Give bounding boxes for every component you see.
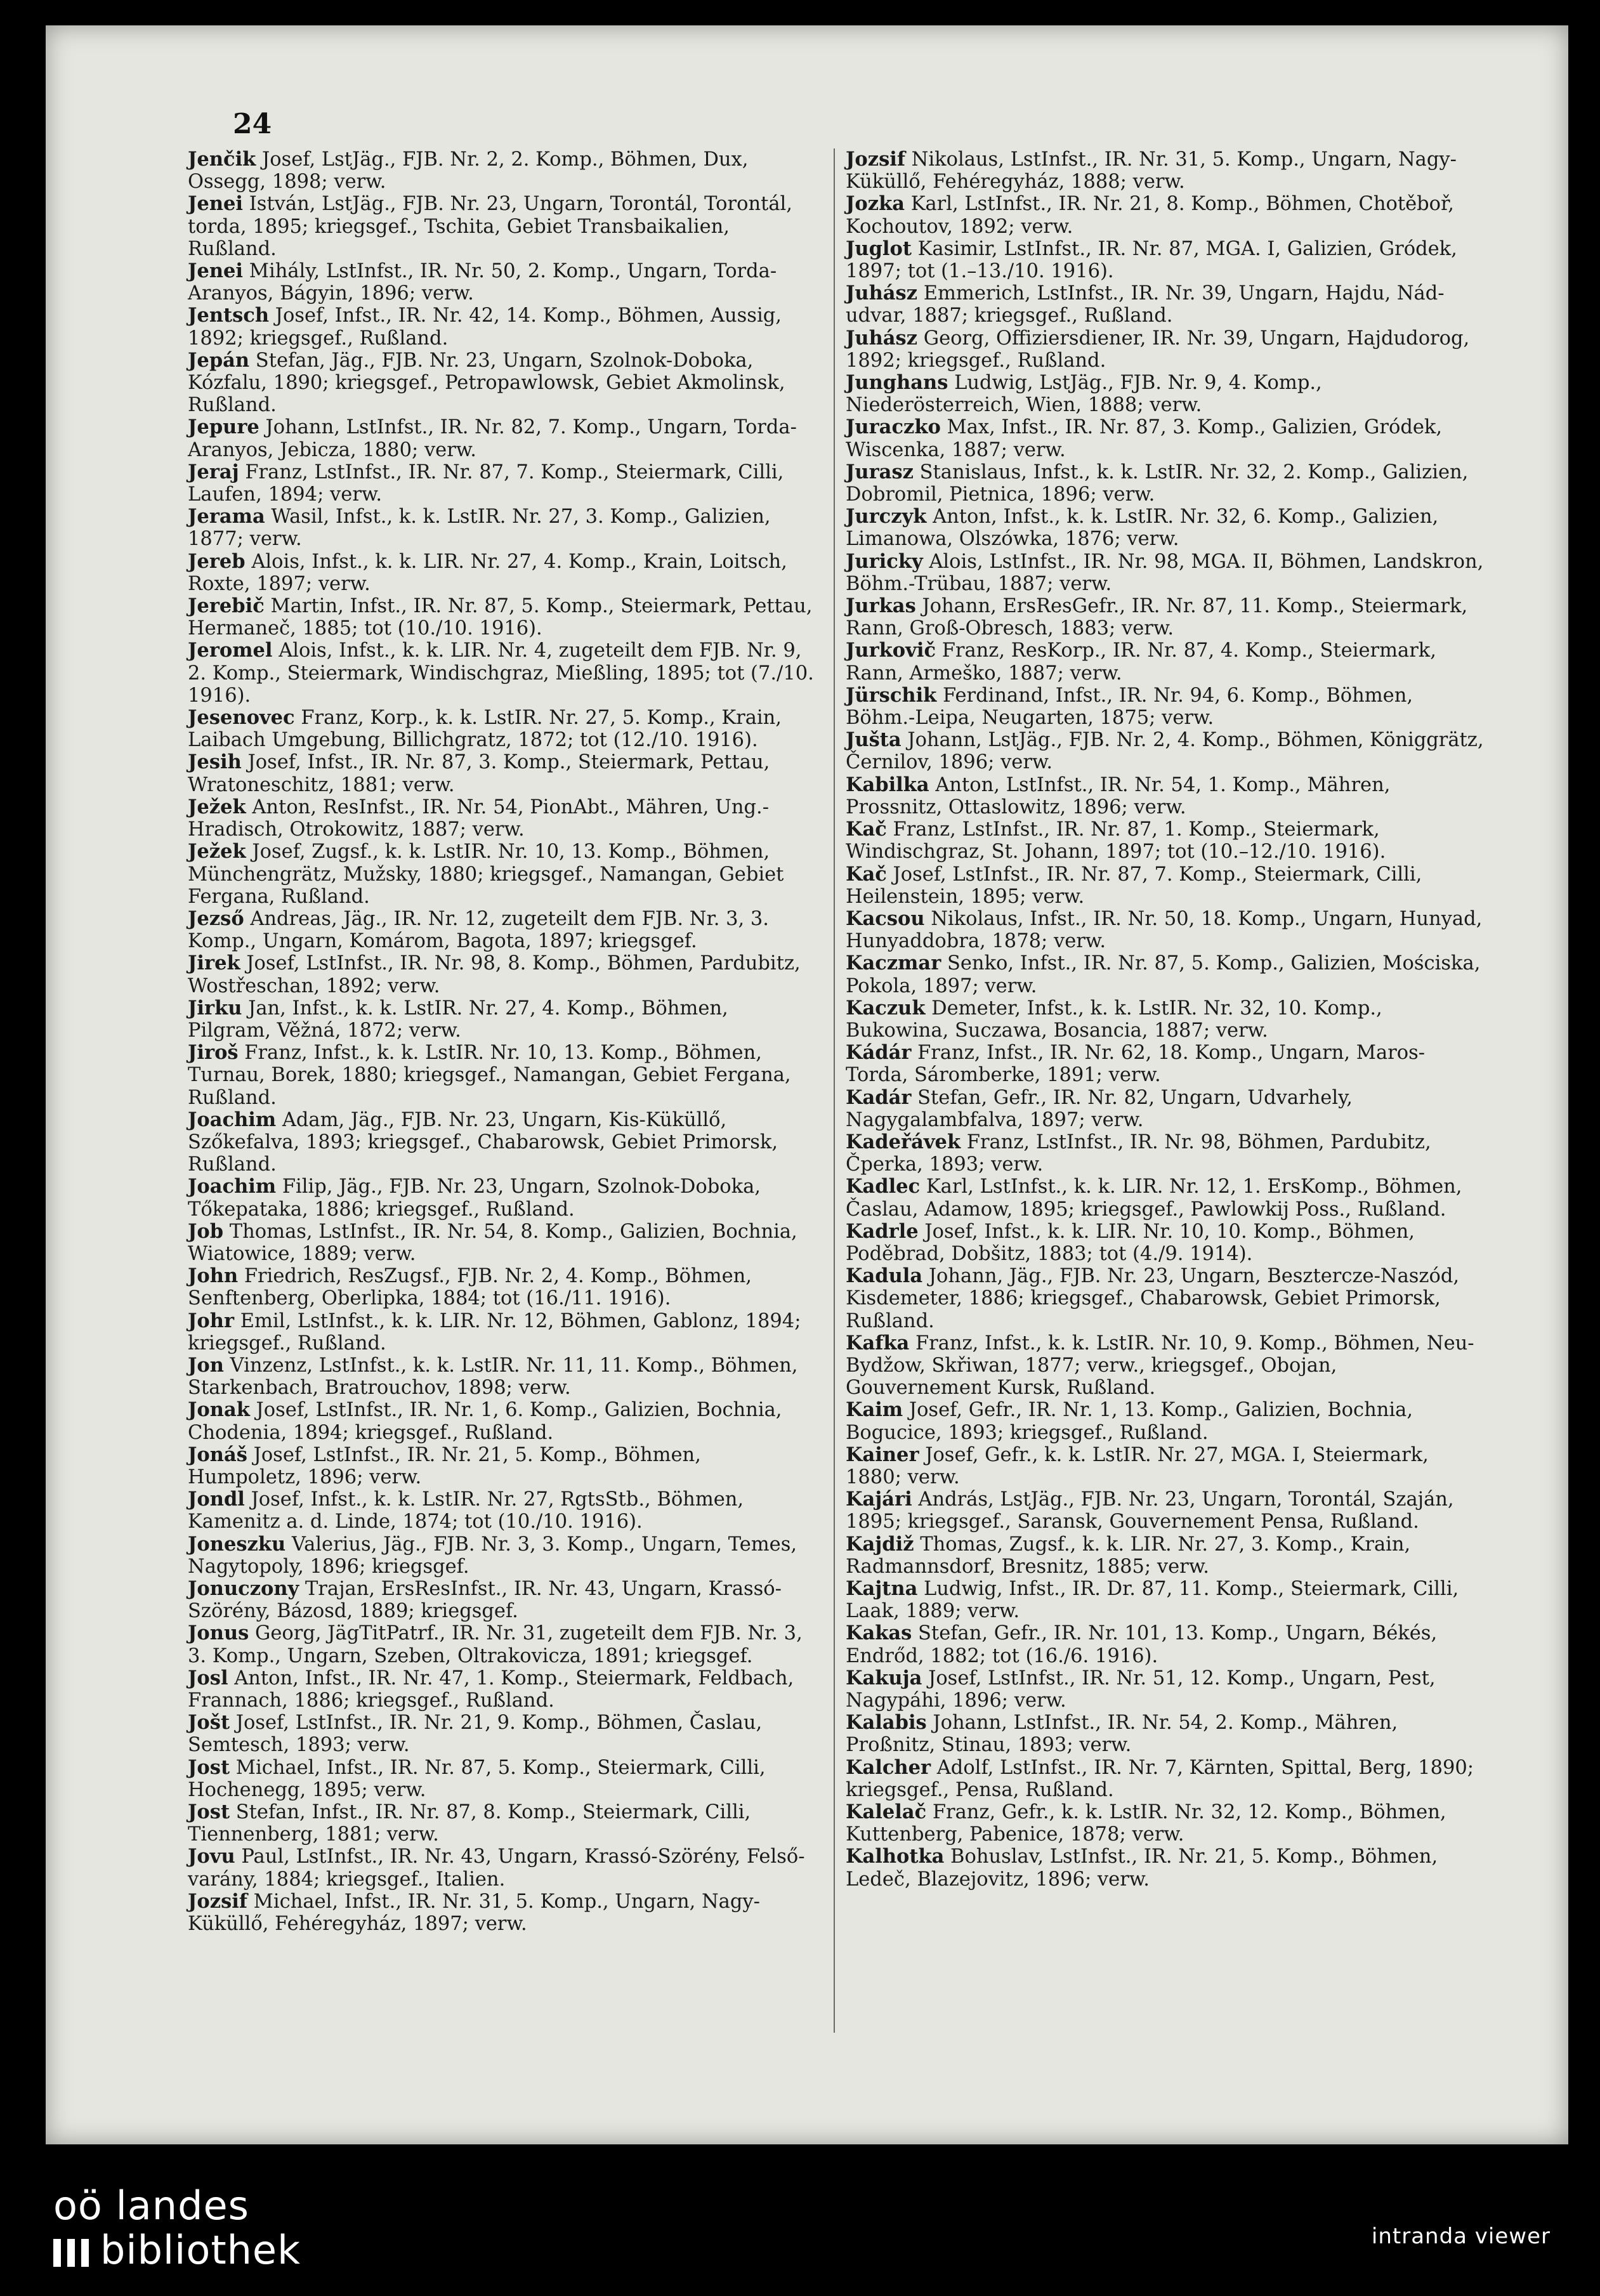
entry-details: Karl, LstInfst., IR. Nr. 21, 8. Komp., Böhmen, Chotěboř, Kochoutov, 1892; verw. bbox=[846, 193, 1454, 238]
register-entry bbox=[188, 1891, 816, 1935]
register-entry bbox=[188, 1712, 816, 1756]
register-entry bbox=[188, 551, 816, 595]
entry-details: Alois, Infst., k. k. LIR. Nr. 4, zugeteilt dem FJB. Nr. 9, 2. Komp., Steiermark, Windischgraz, Mießling, 1895; tot (7./10. 1916). bbox=[188, 640, 814, 707]
entry-surname: Kadula bbox=[846, 1264, 923, 1288]
entry-details: Wasil, Infst., k. k. LstIR. Nr. 27, 3. Komp., Galizien, 1877; verw. bbox=[188, 506, 771, 551]
entry-surname: Kač bbox=[846, 862, 887, 886]
entry-details: Josef, Infst., IR. Nr. 87, 3. Komp., Steiermark, Pettau, Wratoneschitz, 1881; verw. bbox=[188, 751, 770, 796]
entry-details: Josef, LstInfst., IR. Nr. 51, 12. Komp., Ungarn, Pest, Nagypáhi, 1896; verw. bbox=[846, 1667, 1436, 1712]
entry-surname: Jenei bbox=[188, 192, 244, 216]
register-entry bbox=[188, 193, 816, 260]
entry-surname: Juricky bbox=[846, 549, 923, 573]
entry-details: Anton, Infst., k. k. LstIR. Nr. 32, 6. Komp., Galizien, Limanowa, Olszówka, 1876; verw. bbox=[846, 506, 1439, 551]
entry-surname: Kakas bbox=[846, 1622, 912, 1645]
entry-details: Franz, LstInfst., IR. Nr. 87, 1. Komp., Steiermark, Windischgraz, St. Johann, 1897; tot (10.–12./10. 1916). bbox=[846, 818, 1386, 863]
entry-surname: Jonáš bbox=[188, 1443, 247, 1466]
entry-surname: Ježek bbox=[188, 840, 246, 863]
entry-surname: Kadeřávek bbox=[846, 1130, 961, 1153]
entry-details: Franz, LstInfst., IR. Nr. 87, 7. Komp., Steiermark, Cilli, Laufen, 1894; verw. bbox=[188, 461, 784, 506]
entry-details: Paul, LstInfst., IR. Nr. 43, Ungarn, Krassó-Szörény, Felső-varány, 1884; kriegsgef., Italien. bbox=[188, 1846, 805, 1891]
entry-details: Vinzenz, LstInfst., k. k. LstIR. Nr. 11, 11. Komp., Böhmen, Starkenbach, Bratrouchov, 1898; verw. bbox=[188, 1354, 798, 1400]
entry-surname: Kaim bbox=[846, 1398, 903, 1422]
entry-details: Josef, Gefr., k. k. LstIR. Nr. 27, MGA. I, Steiermark, 1880; verw. bbox=[846, 1443, 1429, 1488]
register-entry bbox=[846, 1176, 1486, 1220]
register-entry bbox=[846, 506, 1486, 550]
entry-details: Josef, LstInfst., IR. Nr. 21, 5. Komp., Böhmen, Humpoletz, 1896; verw. bbox=[188, 1443, 701, 1488]
register-entry bbox=[846, 729, 1486, 773]
entry-surname: Jepure bbox=[188, 416, 259, 439]
register-entry bbox=[188, 1310, 816, 1355]
left-column bbox=[188, 148, 816, 1935]
register-entry bbox=[188, 148, 816, 193]
entry-surname: Juraczko bbox=[846, 416, 941, 439]
entry-surname: Jurkovič bbox=[846, 639, 936, 662]
entry-details: Josef, Gefr., IR. Nr. 1, 13. Komp., Galizien, Bochnia, Bogucice, 1893; kriegsgef., Rußland. bbox=[846, 1399, 1413, 1444]
entry-surname: Jošt bbox=[188, 1711, 230, 1735]
register-entry bbox=[846, 818, 1486, 863]
entry-details: Johann, LstJäg., FJB. Nr. 2, 4. Komp., Böhmen, Königgrätz, Černilov, 1896; verw. bbox=[846, 729, 1484, 774]
register-entry bbox=[188, 1176, 816, 1220]
entry-surname: Josl bbox=[188, 1666, 228, 1689]
entry-details: Franz, Infst., IR. Nr. 62, 18. Komp., Ungarn, Maros-Torda, Sáromberke, 1891; verw. bbox=[846, 1042, 1426, 1087]
entry-surname: Jeromel bbox=[188, 639, 273, 662]
entry-surname: Jiroš bbox=[188, 1041, 239, 1065]
entry-details: Franz, LstInfst., IR. Nr. 98, Böhmen, Pardubitz, Čperka, 1893; verw. bbox=[846, 1131, 1431, 1176]
register-entry bbox=[846, 1332, 1486, 1400]
entry-surname: Kakuja bbox=[846, 1666, 922, 1689]
entry-details: Mihály, LstInfst., IR. Nr. 50, 2. Komp., Ungarn, Torda-Aranyos, Bágyin, 1896; verw. bbox=[188, 260, 777, 305]
entry-details: Josef, LstInfst., IR. Nr. 87, 7. Komp., Steiermark, Cilli, Heilenstein, 1895; verw. bbox=[846, 863, 1422, 908]
entry-surname: Jeraj bbox=[188, 460, 239, 483]
register-entry bbox=[846, 1846, 1486, 1890]
entry-details: Stefan, Jäg., FJB. Nr. 23, Ungarn, Szolnok-Doboka, Kózfalu, 1890; kriegsgef., Petropawlowsk, Gebiet Akmolinsk, Rußland. bbox=[188, 349, 785, 417]
entry-surname: Jurasz bbox=[846, 460, 914, 483]
entry-details: Stefan, Gefr., IR. Nr. 82, Ungarn, Udvarhely, Nagygalambfalva, 1897; verw. bbox=[846, 1086, 1353, 1131]
entry-surname: Kadrle bbox=[846, 1219, 919, 1243]
entry-surname: Kádár bbox=[846, 1041, 912, 1065]
entry-surname: Jezső bbox=[188, 907, 244, 930]
logo-bars-icon bbox=[53, 2239, 94, 2267]
register-entry bbox=[188, 1846, 816, 1890]
register-entry bbox=[846, 1533, 1486, 1578]
entry-details: Josef, LstJäg., FJB. Nr. 2, 2. Komp., Böhmen, Dux, Ossegg, 1898; verw. bbox=[188, 148, 749, 194]
entry-surname: Jürschik bbox=[846, 683, 937, 707]
register-entry bbox=[846, 1578, 1486, 1622]
entry-surname: Jozsif bbox=[188, 1889, 247, 1913]
entry-details: Senko, Infst., IR. Nr. 87, 5. Komp., Galizien, Mościska, Pokola, 1897; verw. bbox=[846, 952, 1481, 997]
entry-details: Ludwig, Infst., IR. Dr. 87, 11. Komp., Steiermark, Cilli, Laak, 1889; verw. bbox=[846, 1578, 1459, 1623]
register-entry bbox=[846, 1265, 1486, 1332]
register-entry bbox=[846, 863, 1486, 908]
entry-details: Adam, Jäg., FJB. Nr. 23, Ungarn, Kis-Küküllő, Szőkefalva, 1893; kriegsgef., Chabarowsk, Gebiet Primorsk, Rußland. bbox=[188, 1108, 778, 1176]
entry-details: Thomas, LstInfst., IR. Nr. 54, 8. Komp., Galizien, Bochnia, Wiatowice, 1889; verw. bbox=[188, 1220, 797, 1265]
entry-details: Anton, ResInfst., IR. Nr. 54, PionAbt., Mähren, Ung.-Hradisch, Otrokowitz, 1887; verw. bbox=[188, 796, 770, 841]
entry-details: Franz, Korp., k. k. LstIR. Nr. 27, 5. Komp., Krain, Laibach Umgebung, Billichgratz, 1872; tot (12./10. 1916). bbox=[188, 707, 782, 752]
entry-details: Johann, ErsResGefr., IR. Nr. 87, 11. Komp., Steiermark, Rann, Groß-Obresch, 1883; verw. bbox=[846, 595, 1468, 640]
entry-details: Alois, Infst., k. k. LIR. Nr. 27, 4. Komp., Krain, Loitsch, Roxte, 1897; verw. bbox=[188, 550, 787, 595]
entry-details: Nikolaus, Infst., IR. Nr. 50, 18. Komp., Ungarn, Hunyad, Hunyaddobra, 1878; verw. bbox=[846, 907, 1483, 953]
entry-details: Georg, JägTitPatrf., IR. Nr. 31, zugeteilt dem FJB. Nr. 3, 3. Komp., Ungarn, Szeben, Oltrakovicza, 1891; kriegsgef. bbox=[188, 1622, 803, 1667]
entry-surname: Kaczuk bbox=[846, 996, 926, 1020]
entry-surname: Jurkas bbox=[846, 594, 916, 618]
entry-details: Franz, Gefr., k. k. LstIR. Nr. 32, 12. Komp., Böhmen, Kuttenberg, Pabenice, 1878; verw. bbox=[846, 1801, 1446, 1846]
entry-surname: Joachim bbox=[188, 1175, 277, 1198]
entry-surname: Jonak bbox=[188, 1398, 250, 1422]
register-entry bbox=[188, 1801, 816, 1846]
entry-details: Stanislaus, Infst., k. k. LstIR. Nr. 32, 2. Komp., Galizien, Dobromil, Pietnica, 1896; verw. bbox=[846, 461, 1469, 506]
entry-surname: Kaczmar bbox=[846, 952, 941, 975]
entry-details: Trajan, ErsResInfst., IR. Nr. 43, Ungarn, Krassó-Szörény, Bázosd, 1889; kriegsgef. bbox=[188, 1578, 782, 1623]
entry-surname: Jost bbox=[188, 1801, 230, 1824]
entry-surname: Ježek bbox=[188, 795, 246, 818]
logo-line2: bibliothek bbox=[100, 2227, 301, 2273]
entry-surname: Jonus bbox=[188, 1622, 249, 1645]
entry-surname: Juhász bbox=[846, 282, 918, 305]
register-entry bbox=[846, 1042, 1486, 1086]
column-divider bbox=[834, 148, 835, 2033]
entry-surname: Kadlec bbox=[846, 1175, 921, 1198]
register-entry bbox=[846, 1622, 1486, 1667]
entry-surname: Jurczyk bbox=[846, 505, 927, 528]
entry-details: Ferdinand, Infst., IR. Nr. 94, 6. Komp., Böhmen, Böhm.-Leipa, Neugarten, 1875; verw. bbox=[846, 684, 1413, 730]
entry-surname: Jirku bbox=[188, 996, 242, 1020]
register-entry bbox=[188, 1109, 816, 1176]
entry-surname: Joneszku bbox=[188, 1532, 286, 1556]
register-entry bbox=[188, 1757, 816, 1801]
entry-surname: Jovu bbox=[188, 1845, 235, 1868]
register-entry bbox=[846, 1221, 1486, 1265]
entry-surname: Jirek bbox=[188, 952, 240, 975]
register-entry bbox=[188, 1622, 816, 1667]
register-entry bbox=[846, 1087, 1486, 1131]
entry-surname: Jušta bbox=[846, 728, 902, 752]
entry-details: Friedrich, ResZugsf., FJB. Nr. 2, 4. Komp., Böhmen, Senftenberg, Oberlipka, 1884; tot (16./11. 1916). bbox=[188, 1265, 752, 1310]
entry-surname: Jenei bbox=[188, 259, 244, 283]
entry-details: Franz, Infst., k. k. LstIR. Nr. 10, 13. Komp., Böhmen, Turnau, Borek, 1880; kriegsgef., Namangan, Gebiet Fergana, Rußland. bbox=[188, 1042, 791, 1109]
register-entry bbox=[846, 1399, 1486, 1443]
entry-details: Michael, Infst., IR. Nr. 87, 5. Komp., Steiermark, Cilli, Hochenegg, 1895; verw. bbox=[188, 1756, 766, 1801]
entry-surname: Johr bbox=[188, 1309, 235, 1332]
entry-details: Josef, Zugsf., k. k. LstIR. Nr. 10, 13. Komp., Böhmen, Münchengrätz, Mužsky, 1880; kriegsgef., Namangan, Gebiet Fergana, Rußland. bbox=[188, 841, 784, 908]
entry-surname: Kadár bbox=[846, 1086, 912, 1109]
entry-details: Martin, Infst., IR. Nr. 87, 5. Komp., Steiermark, Pettau, Hermaneč, 1885; tot (10./10. 1916). bbox=[188, 595, 813, 640]
entry-details: Michael, Infst., IR. Nr. 31, 5. Komp., Ungarn, Nagy-Küküllő, Fehéregyház, 1897; verw. bbox=[188, 1890, 760, 1936]
entry-details: Filip, Jäg., FJB. Nr. 23, Ungarn, Szolnok-Doboka, Tőkepataka, 1886; kriegsgef., Rußland. bbox=[188, 1176, 761, 1221]
register-entry bbox=[188, 1444, 816, 1488]
register-entry bbox=[846, 461, 1486, 506]
logo-line1: oö landes bbox=[53, 2182, 249, 2229]
entry-details: Josef, Infst., IR. Nr. 42, 14. Komp., Böhmen, Aussig, 1892; kriegsgef., Rußland. bbox=[188, 305, 782, 350]
entry-details: Johann, LstInfst., IR. Nr. 54, 2. Komp., Mähren, Proßnitz, Stinau, 1893; verw. bbox=[846, 1712, 1398, 1757]
register-entry bbox=[846, 1757, 1486, 1801]
entry-details: Kasimir, LstInfst., IR. Nr. 87, MGA. I, Galizien, Gródek, 1897; tot (1.–13./10. 1916). bbox=[846, 237, 1457, 283]
right-column bbox=[846, 148, 1486, 1891]
entry-details: Josef, Infst., k. k. LstIR. Nr. 27, RgtsStb., Böhmen, Kamenitz a. d. Linde, 1874; tot (10./10. 1916). bbox=[188, 1488, 744, 1533]
register-entry bbox=[188, 841, 816, 908]
register-entry bbox=[846, 148, 1486, 193]
register-entry bbox=[846, 1131, 1486, 1176]
viewer-label[interactable]: intranda viewer bbox=[1371, 2224, 1551, 2249]
entry-details: Franz, ResKorp., IR. Nr. 87, 4. Komp., Steiermark, Rann, Armeško, 1887; verw. bbox=[846, 640, 1436, 685]
register-entry bbox=[846, 997, 1486, 1042]
entry-surname: John bbox=[188, 1264, 239, 1288]
entry-details: Stefan, Gefr., IR. Nr. 101, 13. Komp., Ungarn, Békés, Endrőd, 1882; tot (16./6. 1916). bbox=[846, 1622, 1438, 1667]
entry-surname: Jon bbox=[188, 1353, 224, 1377]
entry-surname: Jentsch bbox=[188, 304, 270, 327]
entry-surname: Jenčik bbox=[188, 148, 256, 171]
entry-details: Josef, LstInfst., IR. Nr. 1, 6. Komp., Galizien, Bochnia, Chodenia, 1894; kriegsgef., Rußland. bbox=[188, 1399, 782, 1444]
register-entry bbox=[846, 551, 1486, 595]
entry-details: Andreas, Jäg., IR. Nr. 12, zugeteilt dem FJB. Nr. 3, 3. Komp., Ungarn, Komárom, Bagota, 1897; kriegsgef. bbox=[188, 907, 769, 953]
register-entry bbox=[188, 1533, 816, 1578]
entry-details: Valerius, Jäg., FJB. Nr. 3, 3. Komp., Ungarn, Temes, Nagytopoly, 1896; kriegsgef. bbox=[188, 1533, 797, 1578]
entry-details: István, LstJäg., FJB. Nr. 23, Ungarn, Torontál, Torontál, torda, 1895; kriegsgef., Tschita, Gebiet Transbaikalien, Rußland. bbox=[188, 193, 792, 260]
entry-details: Anton, Infst., IR. Nr. 47, 1. Komp., Steiermark, Feldbach, Frannach, 1886; kriegsgef., Rußland. bbox=[188, 1667, 794, 1712]
entry-surname: Job bbox=[188, 1219, 224, 1243]
entry-surname: Kajári bbox=[846, 1488, 912, 1511]
register-entry bbox=[188, 1578, 816, 1622]
register-entry bbox=[188, 640, 816, 707]
entry-surname: Kač bbox=[846, 818, 887, 841]
register-entry bbox=[846, 372, 1486, 416]
register-entry bbox=[846, 327, 1486, 372]
entry-surname: Kajdiž bbox=[846, 1532, 914, 1556]
register-entry bbox=[846, 640, 1486, 684]
register-entry bbox=[188, 796, 816, 841]
register-entry bbox=[188, 1042, 816, 1109]
register-entry bbox=[188, 305, 816, 349]
page-number: 24 bbox=[233, 108, 272, 140]
entry-surname: Jesih bbox=[188, 751, 242, 774]
register-entry bbox=[188, 1399, 816, 1443]
register-entry bbox=[188, 416, 816, 461]
entry-surname: Kacsou bbox=[846, 907, 925, 930]
entry-details: Anton, LstInfst., IR. Nr. 54, 1. Komp., Mähren, Prossnitz, Ottaslowitz, 1896; verw. bbox=[846, 773, 1391, 818]
entry-surname: Kainer bbox=[846, 1443, 919, 1466]
register-entry bbox=[846, 1801, 1486, 1846]
register-entry bbox=[188, 707, 816, 751]
register-entry bbox=[846, 1712, 1486, 1756]
register-entry bbox=[188, 908, 816, 952]
register-entry bbox=[188, 350, 816, 417]
register-entry bbox=[188, 506, 816, 550]
register-entry bbox=[188, 751, 816, 796]
entry-details: Josef, LstInfst., IR. Nr. 21, 9. Komp., Böhmen, Časlau, Semtesch, 1893; verw. bbox=[188, 1712, 763, 1757]
entry-details: Josef, Infst., k. k. LIR. Nr. 10, 10. Komp., Böhmen, Poděbrad, Dobšitz, 1883; tot (4./9. 1914). bbox=[846, 1220, 1415, 1265]
entry-details: Ludwig, LstJäg., FJB. Nr. 9, 4. Komp., Niederösterreich, Wien, 1888; verw. bbox=[846, 372, 1322, 417]
entry-details: Emil, LstInfst., k. k. LIR. Nr. 12, Böhmen, Gablonz, 1894; kriegsgef., Rußland. bbox=[188, 1309, 801, 1355]
entry-details: Max, Infst., IR. Nr. 87, 3. Komp., Galizien, Gródek, Wiscenka, 1887; verw. bbox=[846, 416, 1443, 461]
entry-details: Johann, LstInfst., IR. Nr. 82, 7. Komp., Ungarn, Torda-Aranyos, Jebicza, 1880; verw. bbox=[188, 416, 797, 461]
entry-details: Thomas, Zugsf., k. k. LIR. Nr. 27, 3. Komp., Krain, Radmannsdorf, Bresnitz, 1885; verw. bbox=[846, 1533, 1411, 1578]
entry-details: András, LstJäg., FJB. Nr. 23, Ungarn, Torontál, Szaján, 1895; kriegsgef., Saransk, Gouvernement Pensa, Rußland. bbox=[846, 1488, 1454, 1533]
entry-surname: Juhász bbox=[846, 326, 918, 350]
register-entry bbox=[188, 1488, 816, 1533]
entry-surname: Kalabis bbox=[846, 1711, 927, 1735]
entry-details: Alois, LstInfst., IR. Nr. 98, MGA. II, Böhmen, Landskron, Böhm.-Trübau, 1887; verw. bbox=[846, 550, 1484, 595]
entry-details: Karl, LstInfst., k. k. LIR. Nr. 12, 1. ErsKomp., Böhmen, Časlau, Adamow, 1895; kriegsgef., Pawlowkij Poss., Rußland. bbox=[846, 1176, 1462, 1221]
entry-surname: Juglot bbox=[846, 237, 912, 260]
register-entry bbox=[846, 595, 1486, 640]
entry-surname: Jost bbox=[188, 1755, 230, 1779]
register-entry bbox=[188, 595, 816, 640]
entry-surname: Kajtna bbox=[846, 1577, 918, 1600]
entry-details: Emmerich, LstInfst., IR. Nr. 39, Ungarn, Hajdu, Nád-udvar, 1887; kriegsgef., Rußland. bbox=[846, 282, 1445, 327]
register-entry bbox=[846, 1667, 1486, 1712]
entry-surname: Jozka bbox=[846, 192, 905, 216]
register-entry bbox=[846, 908, 1486, 952]
entry-surname: Jepán bbox=[188, 348, 250, 372]
entry-details: Stefan, Infst., IR. Nr. 87, 8. Komp., Steiermark, Cilli, Tiennenberg, 1881; verw. bbox=[188, 1801, 751, 1846]
register-entry bbox=[846, 238, 1486, 282]
register-entry bbox=[188, 1667, 816, 1712]
register-entry bbox=[846, 685, 1486, 729]
register-entry bbox=[846, 193, 1486, 237]
entry-surname: Jerebič bbox=[188, 594, 265, 618]
entry-surname: Jereb bbox=[188, 549, 246, 573]
entry-details: Bohuslav, LstInfst., IR. Nr. 21, 5. Komp., Böhmen, Ledeč, Blazejovitz, 1896; verw. bbox=[846, 1846, 1438, 1891]
register-entry bbox=[188, 952, 816, 997]
entry-surname: Jesenovec bbox=[188, 706, 295, 730]
entry-details: Johann, Jäg., FJB. Nr. 23, Ungarn, Besztercze-Naszód, Kisdemeter, 1886; kriegsgef., Chabarowsk, Gebiet Primorsk, Rußland. bbox=[846, 1265, 1460, 1332]
register-entry bbox=[846, 282, 1486, 327]
entry-details: Jan, Infst., k. k. LstIR. Nr. 27, 4. Komp., Böhmen, Pilgram, Věžná, 1872; verw. bbox=[188, 997, 728, 1042]
register-entry bbox=[188, 1355, 816, 1399]
register-entry bbox=[188, 1265, 816, 1309]
entry-surname: Jondl bbox=[188, 1488, 245, 1511]
entry-details: Nikolaus, LstInfst., IR. Nr. 31, 5. Komp., Ungarn, Nagy-Küküllő, Fehéregyház, 1888; verw. bbox=[846, 148, 1457, 194]
register-entry bbox=[846, 416, 1486, 461]
entry-details: Franz, Infst., k. k. LstIR. Nr. 10, 9. Komp., Böhmen, Neu-Bydžow, Skřiwan, 1877; verw., kriegsgef., Obojan, Gouvernement Kursk, Rußland. bbox=[846, 1332, 1474, 1400]
entry-surname: Joachim bbox=[188, 1108, 277, 1131]
entry-details: Josef, LstInfst., IR. Nr. 98, 8. Komp., Böhmen, Pardubitz, Wostřeschan, 1892; verw. bbox=[188, 952, 801, 997]
entry-surname: Jozsif bbox=[846, 148, 905, 171]
entry-surname: Jonuczony bbox=[188, 1577, 299, 1600]
entry-surname: Kalhotka bbox=[846, 1845, 945, 1868]
register-entry bbox=[846, 952, 1486, 997]
entry-surname: Kafka bbox=[846, 1331, 910, 1355]
entry-surname: Kalcher bbox=[846, 1755, 931, 1779]
entry-details: Georg, Offiziersdiener, IR. Nr. 39, Ungarn, Hajdudorog, 1892; kriegsgef., Rußland. bbox=[846, 327, 1470, 372]
entry-details: Adolf, LstInfst., IR. Nr. 7, Kärnten, Spittal, Berg, 1890; kriegsgef., Pensa, Rußland. bbox=[846, 1756, 1474, 1801]
register-entry bbox=[846, 1488, 1486, 1533]
library-logo[interactable] bbox=[53, 2184, 301, 2273]
register-entry bbox=[846, 1444, 1486, 1488]
entry-surname: Kabilka bbox=[846, 773, 929, 796]
register-entry bbox=[188, 461, 816, 506]
register-entry bbox=[846, 774, 1486, 818]
entry-surname: Junghans bbox=[846, 371, 948, 395]
register-entry bbox=[188, 1221, 816, 1265]
entry-surname: Jerama bbox=[188, 505, 265, 528]
register-entry bbox=[188, 997, 816, 1042]
entry-surname: Kalelač bbox=[846, 1801, 927, 1824]
entry-details: Demeter, Infst., k. k. LstIR. Nr. 32, 10. Komp., Bukowina, Suczawa, Bosancia, 1887; verw. bbox=[846, 997, 1382, 1042]
register-entry bbox=[188, 260, 816, 305]
